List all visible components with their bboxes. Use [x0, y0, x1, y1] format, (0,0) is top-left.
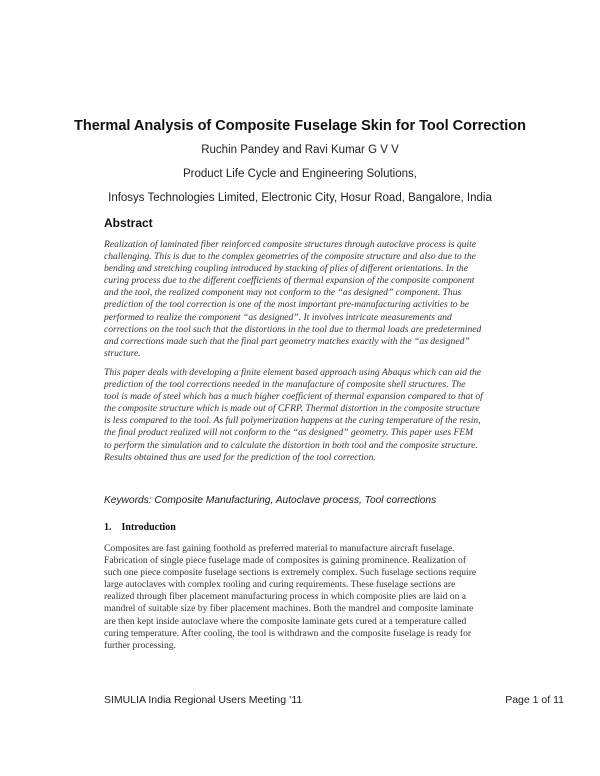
text-line: curing temperature. After cooling, the tool is withdrawn and the composite fuselage is ready for	[104, 627, 472, 639]
text-line: such one piece composite fuselage sections is extremely complex. Such fuselage sections require	[104, 567, 477, 579]
affiliation-org: Infosys Technologies Limited, Electronic City, Hosur Road, Bangalore, India	[108, 192, 492, 204]
text-line: This paper deals with developing a finite element based approach using Abaqus which can aid the	[104, 367, 482, 378]
introduction-paragraph	[104, 543, 504, 652]
text-line: to perform the simulation and to calculate the distortion in both tool and the composite structure.	[104, 439, 478, 451]
text-line: Composites are fast gaining foothold as preferred material to manufacture aircraft fuselage.	[104, 543, 455, 554]
text-line: tool is made of steel which has a much higher coefficient of thermal expansion compared to that of	[104, 391, 483, 403]
paper-title: Thermal Analysis of Composite Fuselage Skin for Tool Correction	[74, 118, 526, 134]
text-line: Realization of laminated fiber reinforced composite structures through autoclave process is quite	[104, 239, 477, 250]
affiliation-dept: Product Life Cycle and Engineering Solutions,	[183, 168, 417, 180]
text-line: challenging. This is due to the complex geometries of the composite structure and also due to the	[104, 251, 476, 263]
text-line: large autoclaves with complex tooling and curing requirements. These fuselage sections are	[104, 579, 456, 591]
authors: Ruchin Pandey and Ravi Kumar G V V	[201, 144, 399, 156]
text-line: the composite structure which is made out of CFRP. Thermal distortion in the composite structure	[104, 403, 480, 415]
text-line: further processing.	[104, 639, 176, 651]
text-line: is less compared to the tool. As full polymerization happens at the curing temperature of the resin,	[104, 415, 481, 427]
keywords: Keywords: Composite Manufacturing, Autoclave process, Tool corrections	[104, 495, 437, 506]
text-line: bending and stretching coupling introduced by stacking of plies of different orientations. In the	[104, 263, 468, 275]
abstract-heading: Abstract	[104, 216, 153, 230]
text-line: corrections on the tool such that the distortions in the tool due to thermal loads are predetermined	[104, 323, 482, 335]
text-line: Results obtained thus are used for the prediction of the tool correction.	[104, 451, 376, 463]
text-line: prediction of the tool correction is one of the most important pre-manufacturing activities to be	[104, 299, 470, 311]
text-line: mandrel of suitable size by fiber placement machines. Both the mandrel and composite laminate	[104, 603, 474, 615]
text-line: the final product realized will not conform to the “as designed” geometry. This paper uses FEM	[104, 427, 474, 439]
text-line: performed to realize the component “as designed”. It involves intricate measurements and	[104, 311, 452, 323]
introduction-heading: 1. Introduction	[104, 522, 176, 533]
abstract-paragraph-2	[104, 367, 504, 464]
footer-page-number: Page 1 of 11	[505, 694, 564, 706]
text-line: realized through fiber placement manufacturing process in which composite plies are laid on a	[104, 591, 467, 603]
text-line: curing process due to the different coefficients of thermal expansion of the composite component	[104, 275, 475, 287]
footer-conference: SIMULIA India Regional Users Meeting ’11	[104, 694, 303, 706]
text-line: Fabrication of single piece fuselage made of composites is gaining prominence. Realization of	[104, 555, 467, 567]
text-line: and the tool, the realized component may not conform to the “as designed” component. Thus	[104, 287, 462, 299]
text-line: and corrections made such that the final part geometry matches exactly with the “as designed”	[104, 335, 470, 347]
text-line: structure.	[104, 347, 141, 359]
abstract-paragraph-1	[104, 239, 504, 360]
text-line: are then kept inside autoclave where the composite laminate gets cured at a temperature called	[104, 615, 467, 627]
text-line: prediction of the tool corrections needed in the manufacture of composite shell structures. The	[104, 379, 466, 391]
